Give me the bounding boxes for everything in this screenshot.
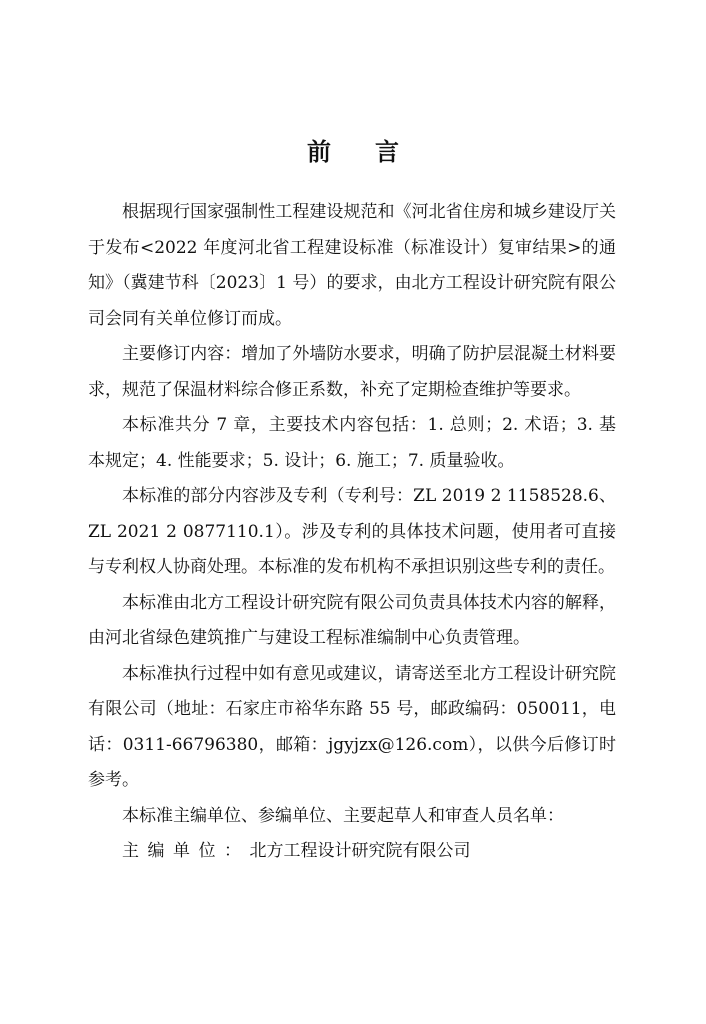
paragraph-patents: 本标准的部分内容涉及专利（专利号：ZL 2019 2 1158528.6、ZL 2021 2 0877110.1）。涉及专利的具体技术问题，使用者可直接与专利权人协商处理。本标准的发布机构不承担识别这些专利的责任。 — [88, 486, 616, 577]
paragraph-basis: 根据现行国家强制性工程建设规范和《河北省住房和城乡建设厅关于发布<2022 年度河北省工程建设标准（标准设计）复审结果>的通知》（冀建节科〔2023〕1 号）的要求，由北方工程设计研究院有限公司会同有关单位修订而成。 — [88, 202, 616, 329]
chief-unit-label: 主编单位： — [122, 841, 250, 861]
document-body — [88, 195, 616, 870]
chief-unit-value: 北方工程设计研究院有限公司 — [249, 841, 471, 861]
paragraph-interpretation: 本标准由北方工程设计研究院有限公司负责具体技术内容的解释，由河北省绿色建筑推广与建设工程标准编制中心负责管理。 — [88, 592, 616, 648]
page-title: 前言 — [307, 137, 443, 166]
chief-unit-line — [88, 834, 616, 870]
paragraph-personnel-intro: 本标准主编单位、参编单位、主要起草人和审查人员名单： — [122, 805, 564, 826]
paragraph-feedback: 本标准执行过程中如有意见或建议，请寄送至北方工程设计研究院有限公司（地址：石家庄市裕华东路 55 号，邮政编码：050011，电话：0311-66796380，邮箱：jgyjzx@126.com），以供今后修订时参考。 — [88, 663, 616, 790]
paragraph-revisions: 主要修订内容：增加了外墙防水要求，明确了防护层混凝土材料要求，规范了保温材料综合修正系数，补充了定期检查维护等要求。 — [88, 344, 616, 400]
paragraph-chapters: 本标准共分 7 章，主要技术内容包括：1. 总则；2. 术语；3. 基本规定；4. 性能要求；5. 设计；6. 施工；7. 质量验收。 — [88, 415, 616, 471]
